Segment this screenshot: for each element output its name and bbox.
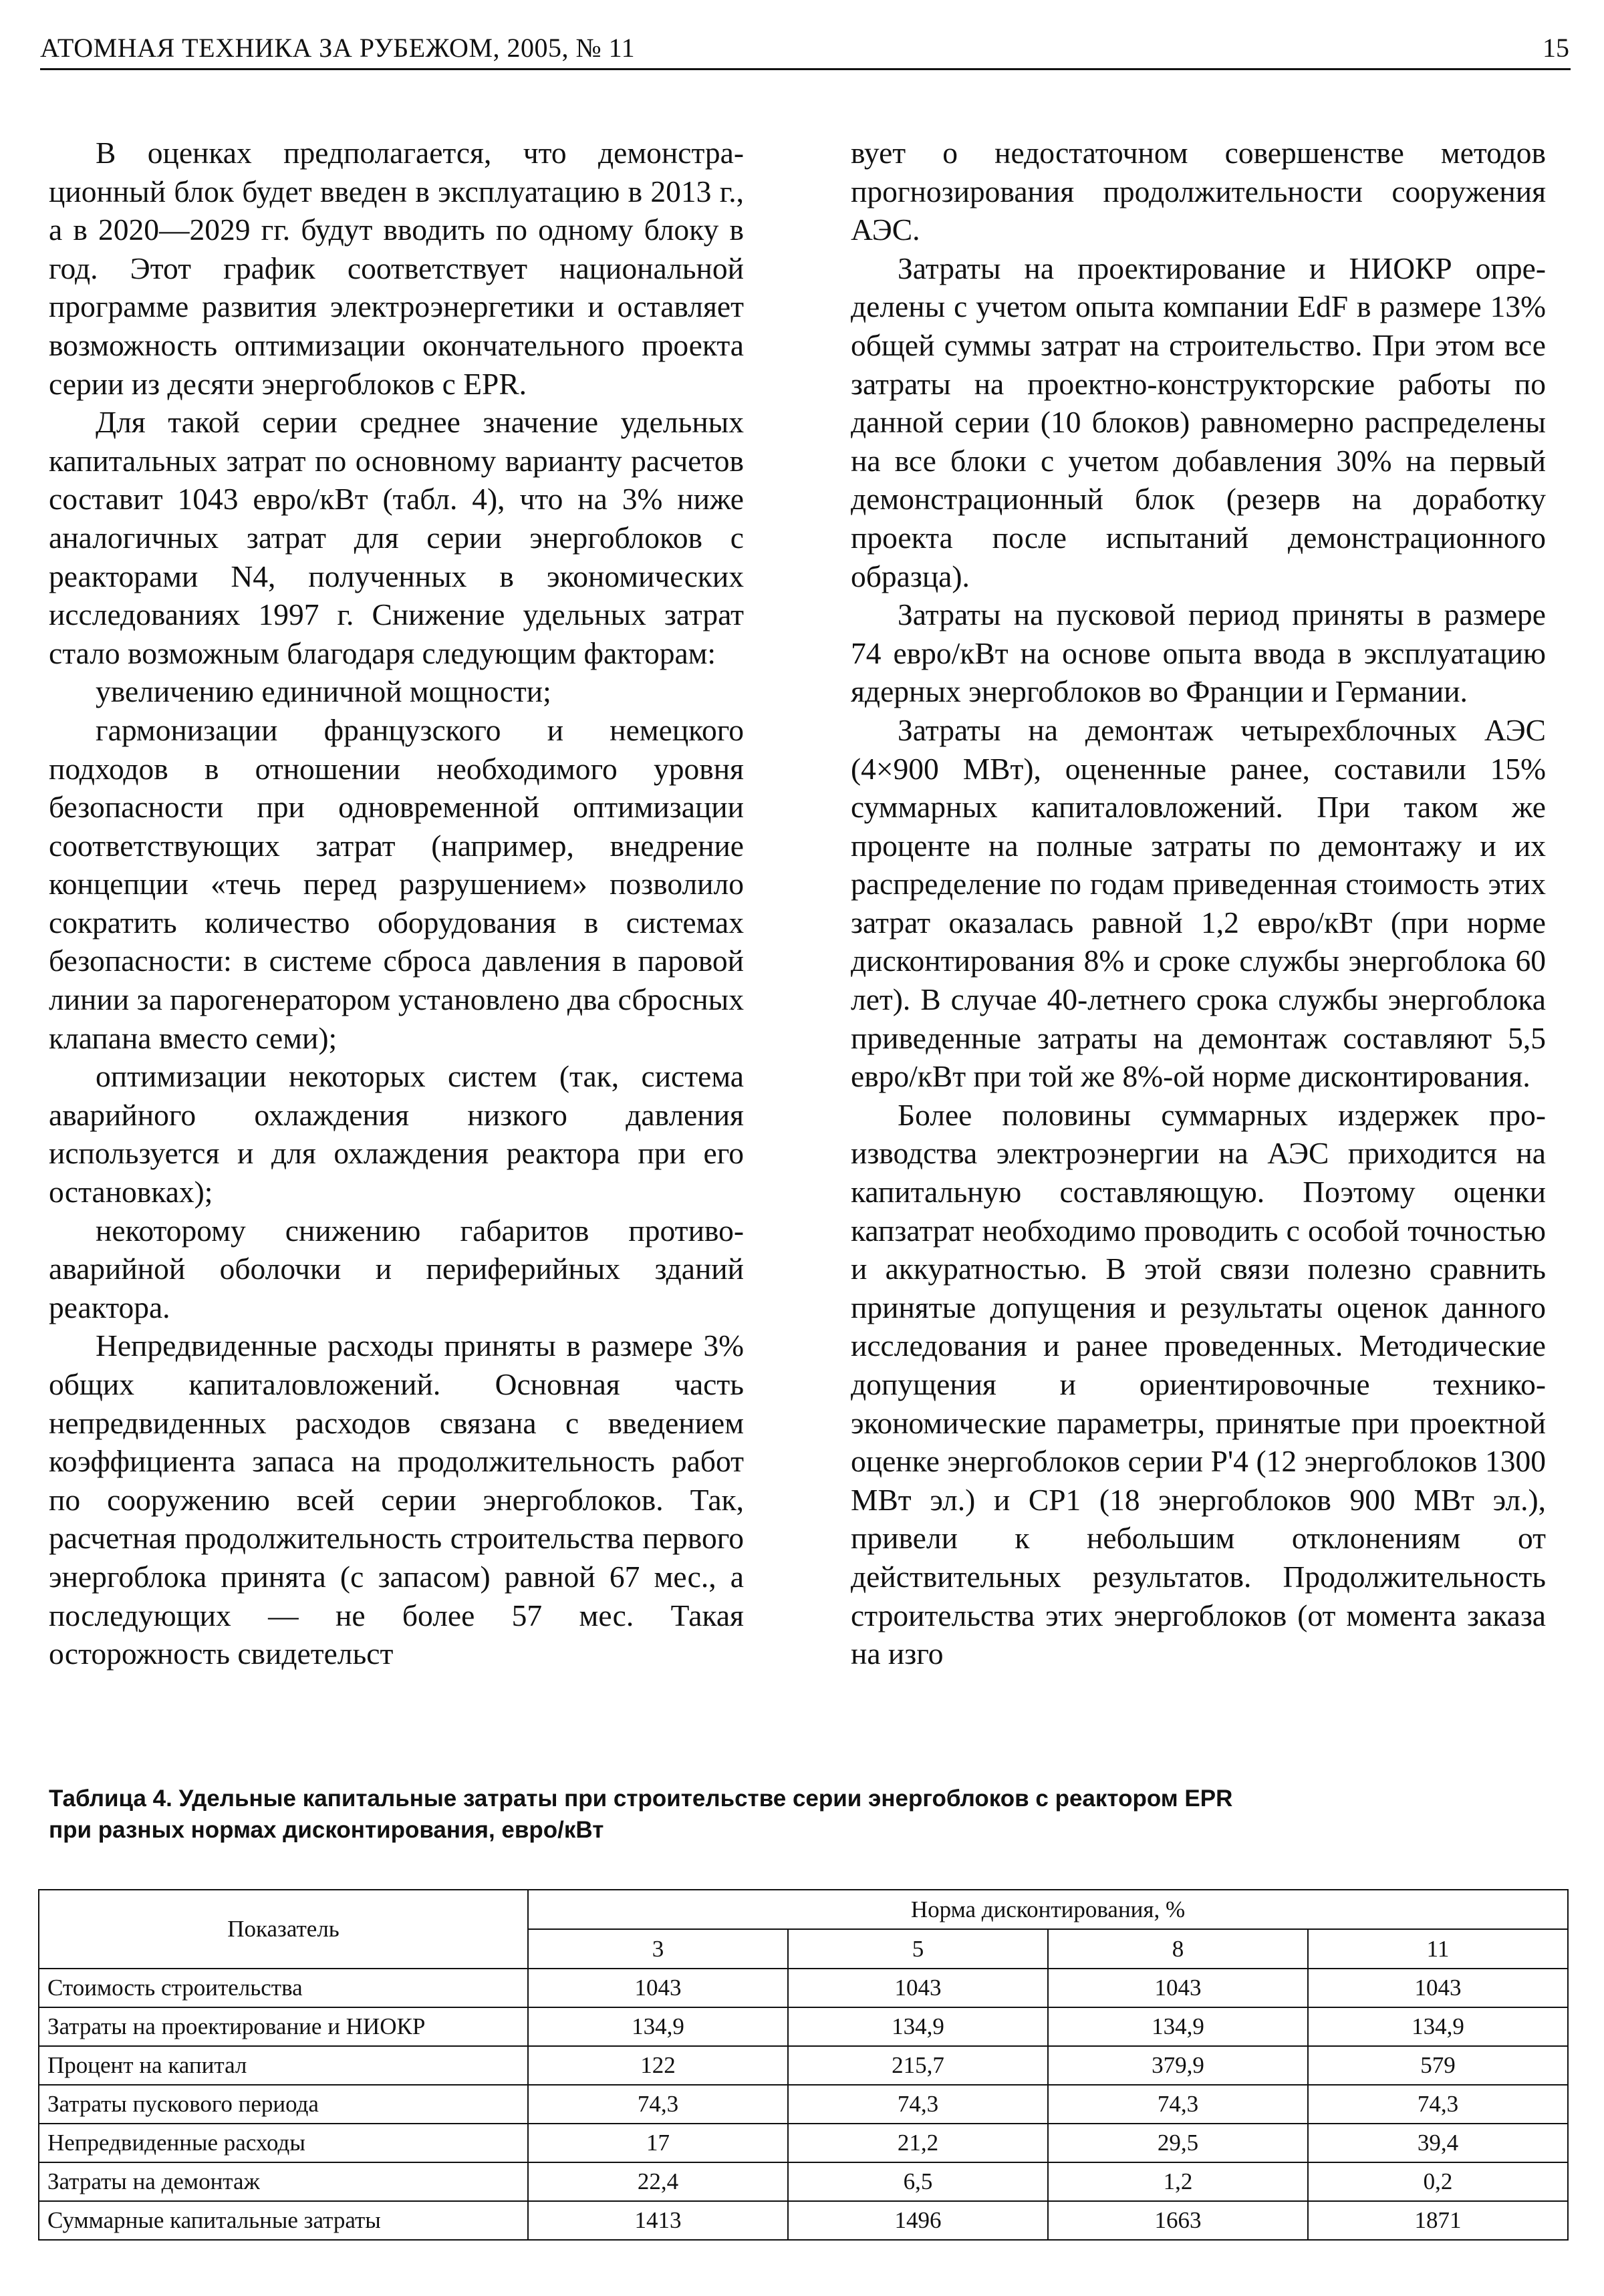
row-label: Затраты на демонтаж (39, 2162, 528, 2201)
table-caption (49, 1783, 1519, 1846)
list-item: гармонизации французского и немецкого подходов в отношении необходимого уровня безопасности при одновременной оптимизации соответствующих затрат (например, внедрение концепции «течь перед разрушением» позволило сократить количество оборудования в системах безопасности: в системе сброса давления в паровой линии за парогенератором установлено два сбросных клапана вместо семи); (49, 712, 744, 1055)
cell-value: 0,2 (1308, 2162, 1568, 2201)
cell-value: 74,3 (1308, 2085, 1568, 2124)
table-row (39, 1969, 1568, 2007)
table-caption-line: при разных нормах дисконтирования, евро/кВт (49, 1817, 604, 1843)
row-label: Суммарные капитальные затраты (39, 2201, 528, 2240)
rate-header: 8 (1048, 1929, 1308, 1969)
paragraph: Затраты на проектирование и НИОКР определены с учетом опыта компании EdF в размере 13% общей суммы затрат на строительство. При этом все затраты на проектно-конструкторские работы по данной серии (10 блоков) равномерно распределены на все блоки с учетом добавления 30% на первый демонстрационный блок (резерв на доработку проекта после испытаний демонстрационного образца). (851, 251, 1546, 593)
cell-value: 1663 (1048, 2201, 1308, 2240)
cell-value: 134,9 (528, 2007, 788, 2046)
cell-value: 134,9 (1308, 2007, 1568, 2046)
cell-value: 1871 (1308, 2201, 1568, 2240)
cell-value: 6,5 (788, 2162, 1048, 2201)
cell-value: 1043 (1308, 1969, 1568, 2007)
cell-value: 22,4 (528, 2162, 788, 2201)
cell-value: 1496 (788, 2201, 1048, 2240)
cell-value: 29,5 (1048, 2124, 1308, 2162)
table-row (39, 2085, 1568, 2124)
cell-value: 74,3 (528, 2085, 788, 2124)
row-label: Процент на капитал (39, 2046, 528, 2085)
header-discount-rate: Норма дисконтирования, % (528, 1890, 1568, 1929)
header-indicator: Показатель (39, 1890, 528, 1969)
paragraph-continued: вует о недостаточном совершенстве методов прогнозирования продолжительности сооружения АЭС. (851, 136, 1546, 247)
cell-value: 1043 (528, 1969, 788, 2007)
table-row (39, 2201, 1568, 2240)
journal-title: АТОМНАЯ ТЕХНИКА ЗА РУБЕЖОМ, 2005, № 11 (40, 33, 636, 63)
cell-value: 134,9 (788, 2007, 1048, 2046)
cell-value: 579 (1308, 2046, 1568, 2085)
row-label: Затраты на проектирование и НИОКР (39, 2007, 528, 2046)
row-label: Стоимость строительства (39, 1969, 528, 2007)
left-column (49, 134, 744, 1673)
table-row (39, 2046, 1568, 2085)
list-item: увеличению единичной мощности; (96, 674, 551, 709)
cost-table (38, 1889, 1569, 2241)
table-row (39, 2007, 1568, 2046)
cell-value: 1043 (1048, 1969, 1308, 2007)
cell-value: 215,7 (788, 2046, 1048, 2085)
table-row (39, 2124, 1568, 2162)
right-column (851, 134, 1546, 1673)
paragraph: Непредвиденные расходы приняты в размере 3% общих капиталовложений. Основная часть непредвиденных расходов связана с введением коэффициента запаса на продолжительность работ по сооружению всей серии энергоблоков. Так, расчетная продолжительность строительства первого энергоблока принята (с запасом) равной 67 мес., а последующих — не более 57 мес. Такая осторожность свидетельст (49, 1328, 744, 1671)
cell-value: 1,2 (1048, 2162, 1308, 2201)
cell-value: 74,3 (788, 2085, 1048, 2124)
cell-value: 1413 (528, 2201, 788, 2240)
list-item: некоторому снижению габаритов противоаварийной оболочки и периферийных зданий реактора. (49, 1213, 744, 1324)
cell-value: 17 (528, 2124, 788, 2162)
table-caption-line: Таблица 4. Удельные капитальные затраты при строительстве серии энергоблоков с реактором EPR (49, 1785, 1233, 1812)
paragraph: Затраты на демонтаж четырехблочных АЭС (4×900 МВт), оцененные ранее, составили 15% суммарных капиталовложений. При таком же проценте на полные затраты по демонтажу и их распределение по годам приведенная стоимость этих затрат оказалась равной 1,2 евро/кВт (при норме дисконтирования 8% и сроке службы энергоблока 60 лет). В случае 40-летнего срока службы энергоблока приведенные затраты на демонтаж составляют 5,5 евро/кВт при той же 8%-ой норме дисконтирования. (851, 712, 1546, 1094)
paragraph: В оценках предполагается, что демонстрационный блок будет введен в эксплуатацию в 2013 г., а в 2020—2029 гг. будут вводить по одному блоку в год. Этот график соответствует национальной программе развития электроэнергетики и оставляет возможность оптимизации окончательного проекта серии из десяти энергоблоков с EPR. (49, 136, 744, 401)
paragraph: Для такой серии среднее значение удельных капитальных затрат по основному варианту расчетов составит 1043 евро/кВт (табл. 4), что на 3% ниже аналогичных затрат для серии энергоблоков с реакторами N4, полученных в экономических исследованиях 1997 г. Снижение удельных затрат стало возможным благодаря следующим факторам: (49, 405, 744, 670)
rate-header: 11 (1308, 1929, 1568, 1969)
rate-header: 5 (788, 1929, 1048, 1969)
cell-value: 122 (528, 2046, 788, 2085)
table-row (39, 2162, 1568, 2201)
cell-value: 74,3 (1048, 2085, 1308, 2124)
cell-value: 1043 (788, 1969, 1048, 2007)
list-item: оптимизации некоторых систем (так, система аварийного охлаждения низкого давления используется и для охлаждения реактора при его остановках); (49, 1059, 744, 1209)
cell-value: 134,9 (1048, 2007, 1308, 2046)
cell-value: 379,9 (1048, 2046, 1308, 2085)
cell-value: 21,2 (788, 2124, 1048, 2162)
page-number: 15 (1543, 33, 1569, 63)
paragraph: Затраты на пусковой период приняты в размере 74 евро/кВт на основе опыта ввода в эксплуатацию ядерных энергоблоков во Франции и Германии. (851, 597, 1546, 709)
paragraph: Более половины суммарных издержек производства электроэнергии на АЭС приходится на капитальную составляющую. Поэтому оценки капзатрат необходимо проводить с особой точностью и аккуратностью. В этой связи полезно сравнить принятые допущения и результаты оценок данного исследования и ранее проведенных. Методические допущения и ориентировочные технико-экономические параметры, принятые при проектной оценке энергоблоков серии P'4 (12 энергоблоков 1300 МВт эл.) и CP1 (18 энергоблоков 900 МВт эл.), привели к небольшим отклонениям от действительных результатов. Продолжительность строительства этих энергоблоков (от момента заказа на изго (851, 1097, 1546, 1671)
cell-value: 39,4 (1308, 2124, 1568, 2162)
running-header (40, 28, 1571, 70)
row-label: Затраты пускового периода (39, 2085, 528, 2124)
row-label: Непредвиденные расходы (39, 2124, 528, 2162)
rate-header: 3 (528, 1929, 788, 1969)
